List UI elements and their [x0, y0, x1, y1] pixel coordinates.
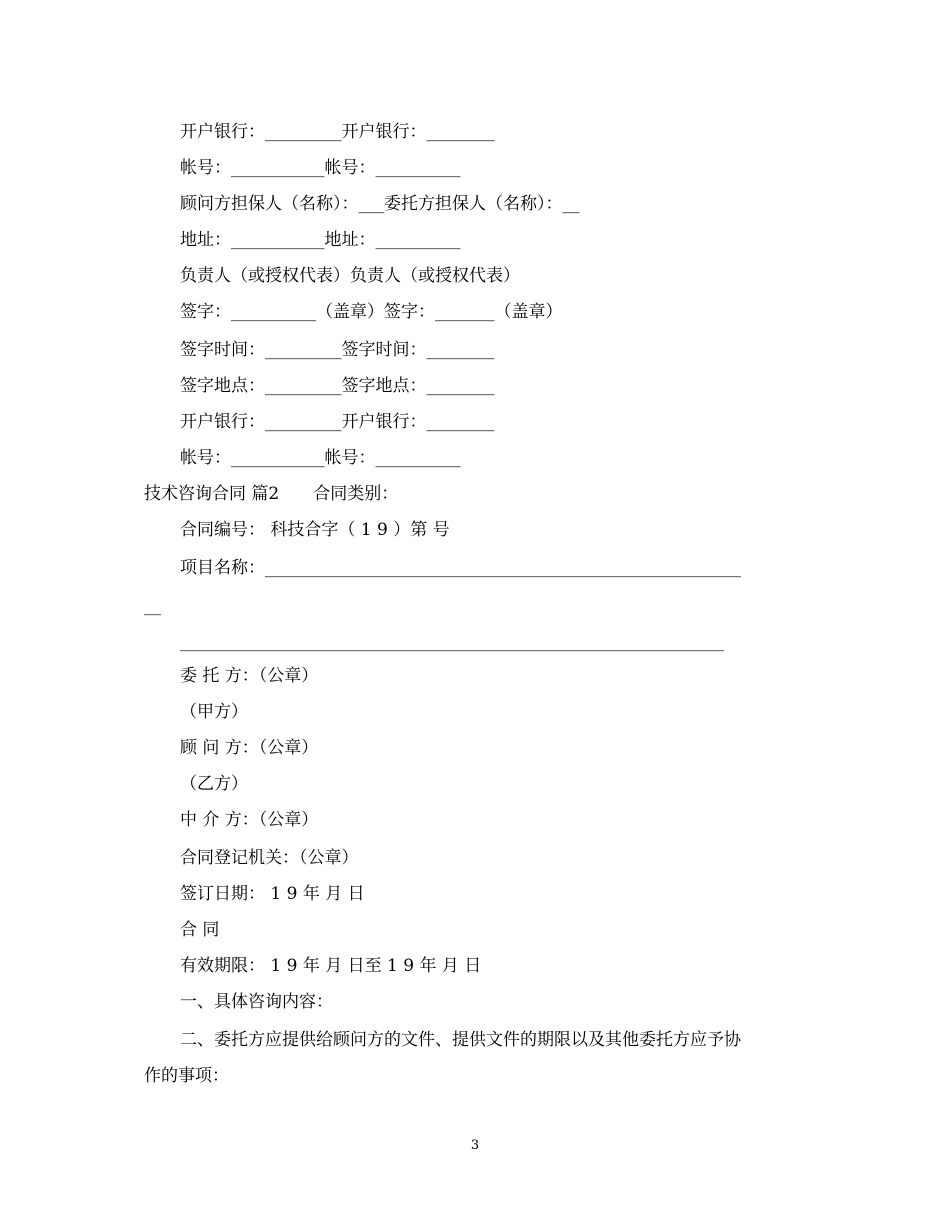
section-heading: 技术咨询合同 篇2 合同类别：: [144, 484, 399, 504]
signing-time-line: 签字时间：_________签字时间：________: [180, 340, 495, 360]
signing-date-line: 签订日期： 1 9 年 月 日: [180, 884, 365, 904]
bank-line: 开户银行：_________开户银行：________: [180, 122, 495, 142]
account-line-2: 帐号：___________帐号：__________: [180, 448, 461, 468]
project-name-line: 项目名称：________________________________________________________: [180, 558, 741, 578]
clause-2-heading: 二、委托方应提供给顾问方的文件、提供文件的期限以及其他委托方应予协: [180, 1030, 741, 1050]
bank-line-2: 开户银行：_________开户银行：________: [180, 412, 495, 432]
signature-line: 签字：__________（盖章）签字：_______（盖章）: [180, 302, 563, 322]
account-line: 帐号：___________帐号：__________: [180, 158, 461, 178]
signing-place-line: 签字地点：_________签字地点：________: [180, 376, 495, 396]
address-line: 地址：___________地址：__________: [180, 230, 461, 250]
party-a-label: （甲方）: [180, 702, 248, 722]
client-party-line: 委 托 方：（公章）: [180, 666, 319, 686]
project-name-line-2: ________________________________________________________________: [180, 632, 724, 652]
project-name-wrap: __: [144, 596, 161, 616]
party-b-label: （乙方）: [180, 774, 248, 794]
page-number: 3: [470, 1138, 480, 1153]
validity-period-line: 有效期限： 1 9 年 月 日至 1 9 年 月 日: [180, 956, 482, 976]
clause-2-continuation: 作的事项：: [144, 1066, 229, 1086]
contract-label: 合 同: [180, 920, 220, 940]
consultant-party-line: 顾 问 方：（公章）: [180, 738, 319, 758]
clause-1-heading: 一、具体咨询内容：: [180, 992, 333, 1012]
contract-number-line: 合同编号： 科技合字（ 1 9 ）第 号: [180, 520, 450, 540]
representative-line: 负责人（或授权代表）负责人（或授权代表）: [180, 266, 520, 286]
registration-authority-line: 合同登记机关：（公章）: [180, 848, 359, 868]
guarantor-line: 顾问方担保人（名称）：___委托方担保人（名称）：__: [180, 194, 580, 214]
intermediary-party-line: 中 介 方：（公章）: [180, 810, 319, 830]
